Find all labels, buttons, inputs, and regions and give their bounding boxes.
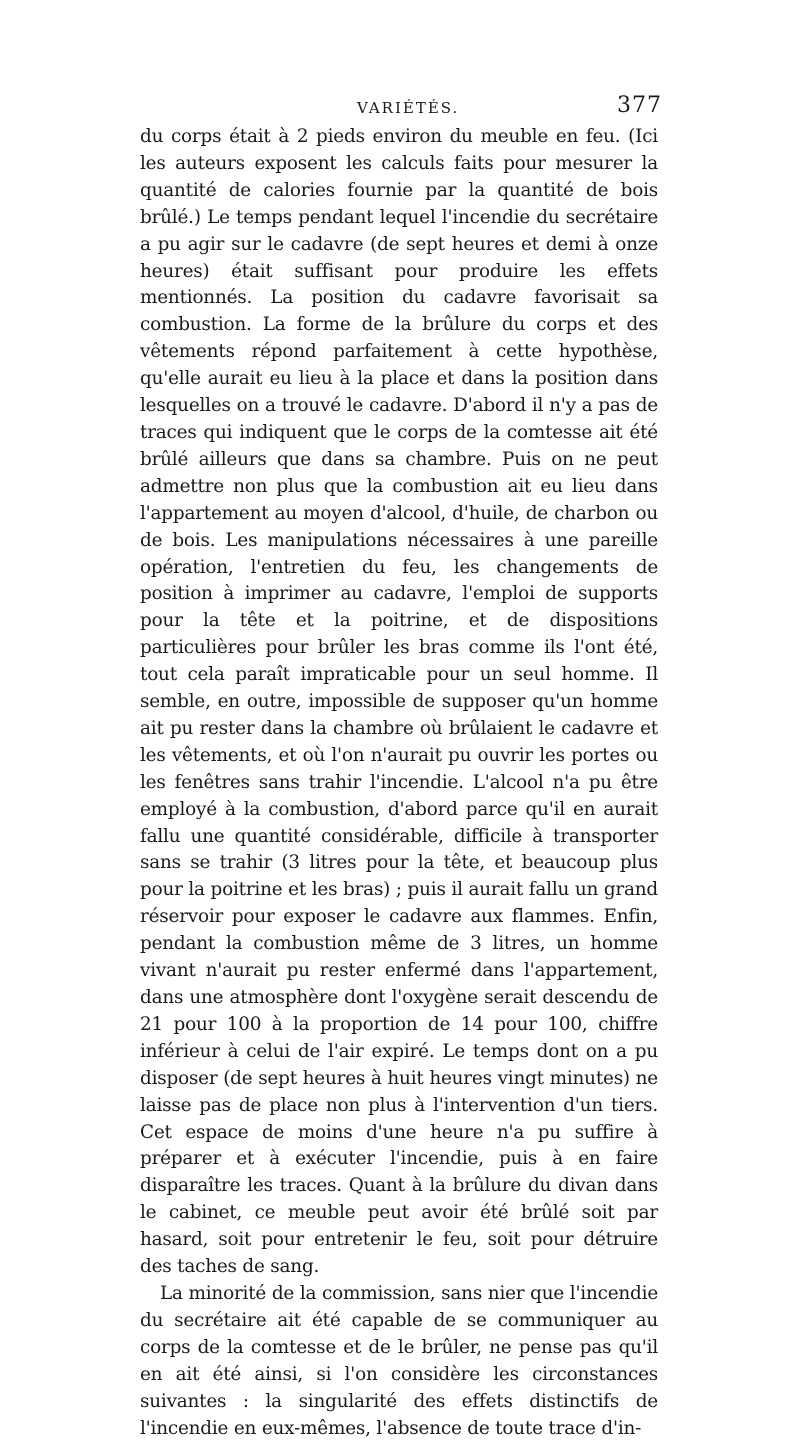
paragraph-continuation: du corps était à 2 pieds environ du meuble en feu. (Ici les auteurs exposent les calculs faits pour mesurer la quantité de calories fournie par la quantité de bois brûlé.) Le temps pendant lequel l'incendie du secrétaire a pu agir sur le cadavre (de sept heures et demi à onze heures) était suffisant pour produire les effets mentionnés. La position du cadavre favorisait sa combustion. La forme de la brûlure du corps et des vêtements répond parfaitement à cette hypothèse, qu'elle aurait eu lieu à la place et dans la position dans lesquelles on a trouvé le cadavre. D'abord il n'y a pas de traces qui indiquent que le corps de la comtesse ait été brûlé ailleurs que dans sa chambre. Puis on ne peut admettre non plus que la combustion ait eu lieu dans l'appartement au moyen d'alcool, d'huile, de charbon ou de bois. Les manipulations nécessaires à une pareille opération, l'entretien du feu, les changements de position à imprimer au cadavre, l'emploi de supports pour la tête et la poitrine, et de dispositions particulières pour brûler les bras comme ils l'ont été, tout cela paraît impraticable pour un seul homme. Il semble, en outre, impossible de supposer qu'un homme ait pu rester dans la chambre où brûlaient le cadavre et les vêtements, et où l'on n'aurait pu ouvrir les portes ou les fenêtres sans trahir l'incendie. L'alcool n'a pu être employé à la combustion, d'abord parce qu'il en aurait fallu une quantité considérable, difficile à transporter sans se trahir (3 litres pour la tête, et beaucoup plus pour la poitrine et les bras) ; puis il aurait fallu un grand réservoir pour exposer le cadavre aux flammes. Enfin, pendant la combustion même de 3 litres, un homme vivant n'aurait pu rester enfermé dans l'appartement, dans une atmosphère dont l'oxygène serait descendu de 21 pour 100 à la proportion de 14 pour 100, chiffre inférieur à celui de l'air expiré. Le temps dont on a pu disposer (de sept heures à huit heures vingt minutes) ne laisse pas de place non plus à l'intervention d'un tiers. Cet espace de moins d'une heure n'a pu suffire à préparer et à exécuter l'incendie, puis à en faire disparaître les traces. Quant à la brûlure du divan dans le cabinet, ce meuble peut avoir été brûlé soit par hasard, soit pour entretenir le feu, soit pour détruire des taches de sang. <box>140 126 658 1278</box>
body-text <box>140 124 658 1442</box>
running-title: VARIÉTÉS. <box>357 99 460 117</box>
page-number: 377 <box>617 93 662 118</box>
paragraph-minority-opinion: La minorité de la commission, sans nier que l'incendie du secrétaire ait été capable de se communiquer au corps de la comtesse et de le brûler, ne pense pas qu'il en ait été ainsi, si l'on considère les circonstances suivantes : la singularité des effets distinctifs de l'incendie en eux-mêmes, l'absence de toute trace d'in- <box>140 1282 658 1439</box>
